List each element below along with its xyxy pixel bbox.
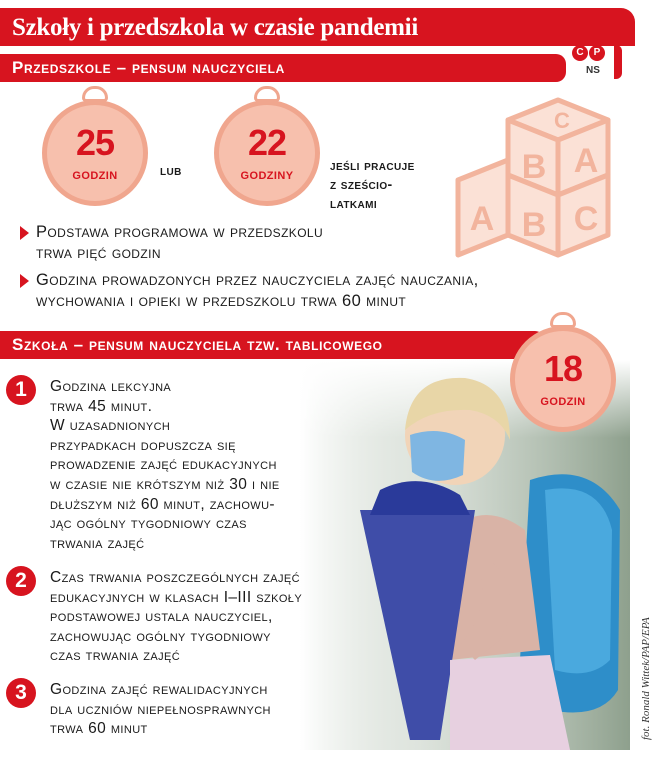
bullet-line: wychowania i opieki w przedszkolu trwa 60 minut	[36, 292, 407, 310]
item-line: w czasie nie krótszym niż 30 i nie	[50, 475, 280, 493]
school-header	[0, 331, 545, 359]
number-badge: 1	[6, 375, 36, 405]
item-line: trwa 60 minut	[50, 720, 148, 738]
bullet-line: trwa pięć godzin	[36, 244, 161, 262]
title-bar	[0, 8, 635, 46]
block-letter: A	[469, 200, 495, 238]
bullet-line: Podstawa programowa w przedszkolu	[36, 223, 324, 241]
timer-unit: godziny	[240, 166, 294, 183]
condition-note	[330, 156, 415, 213]
timer-25-icon	[42, 86, 148, 212]
logo-ns: NS	[586, 65, 600, 76]
timer-number: 25	[75, 122, 115, 163]
abc-blocks-icon	[448, 80, 628, 270]
item-line: czas trwania zajęć	[50, 647, 181, 665]
timer-18-icon	[510, 312, 616, 438]
publisher-logo	[572, 45, 620, 85]
item-line: Godzina zajęć rewalidacyjnych	[50, 681, 268, 698]
or-label: lub	[160, 162, 182, 178]
page-title: Szkoły i przedszkola w czasie pandemii	[12, 14, 418, 41]
condition-line: z sześcio-	[330, 176, 393, 192]
block-letter: C	[554, 108, 570, 133]
logo-p: P	[589, 45, 605, 61]
preschool-bullet	[20, 222, 440, 266]
item-line: Godzina lekcyjna	[50, 378, 172, 395]
preschool-header-text: Przedszkole – pensum nauczyciela	[12, 58, 285, 77]
school-header-text: Szkoła – pensum nauczyciela tzw. tablicowego	[12, 335, 383, 354]
item-line: edukacyjnych w klasach I–III szkoły	[50, 588, 303, 606]
item-line: przypadkach dopuszcza się	[50, 436, 236, 454]
block-letter: A	[573, 142, 599, 180]
block-letter: B	[521, 148, 547, 186]
condition-line: latkami	[330, 195, 378, 211]
item-line: jąc ogólny tygodniowy czas	[50, 515, 247, 533]
item-line: trwania zajęć	[50, 534, 145, 552]
item-line: prowadzenie zajęć edukacyjnych	[50, 456, 277, 474]
condition-line: jeśli pracuje	[330, 157, 415, 173]
timer-number: 22	[247, 122, 287, 163]
number-badge: 2	[6, 566, 36, 596]
preschool-bullet	[20, 270, 620, 314]
timer-number: 18	[543, 348, 583, 389]
number-badge: 3	[6, 678, 36, 708]
timer-22-icon	[214, 86, 320, 212]
timer-unit: godzin	[540, 392, 586, 409]
item-line: podstawowej ustala nauczyciel,	[50, 608, 273, 626]
item-line: dla uczniów niepełnosprawnych	[50, 700, 271, 718]
item-line: dłuższym niż 60 minut, zachowu-	[50, 495, 275, 513]
timer-unit: godzin	[72, 166, 118, 183]
bullet-line: Godzina prowadzonych przez nauczyciela zajęć nauczania,	[36, 271, 479, 289]
block-letter: B	[521, 206, 547, 244]
triangle-bullet-icon	[20, 226, 29, 240]
preschool-header	[0, 54, 566, 82]
item-line: zachowując ogólny tygodniowy	[50, 627, 271, 645]
logo-tab	[614, 45, 622, 79]
item-line: trwa 45 minut.	[50, 397, 153, 415]
logo-c: C	[572, 45, 588, 61]
item-line: Czas trwania poszczególnych zajęć	[50, 569, 301, 586]
triangle-bullet-icon	[20, 274, 29, 288]
block-letter: C	[573, 200, 599, 238]
item-line: W uzasadnionych	[50, 417, 171, 435]
photo-credit: fot. Ronald Wittek/PAP/EPA	[640, 617, 652, 740]
